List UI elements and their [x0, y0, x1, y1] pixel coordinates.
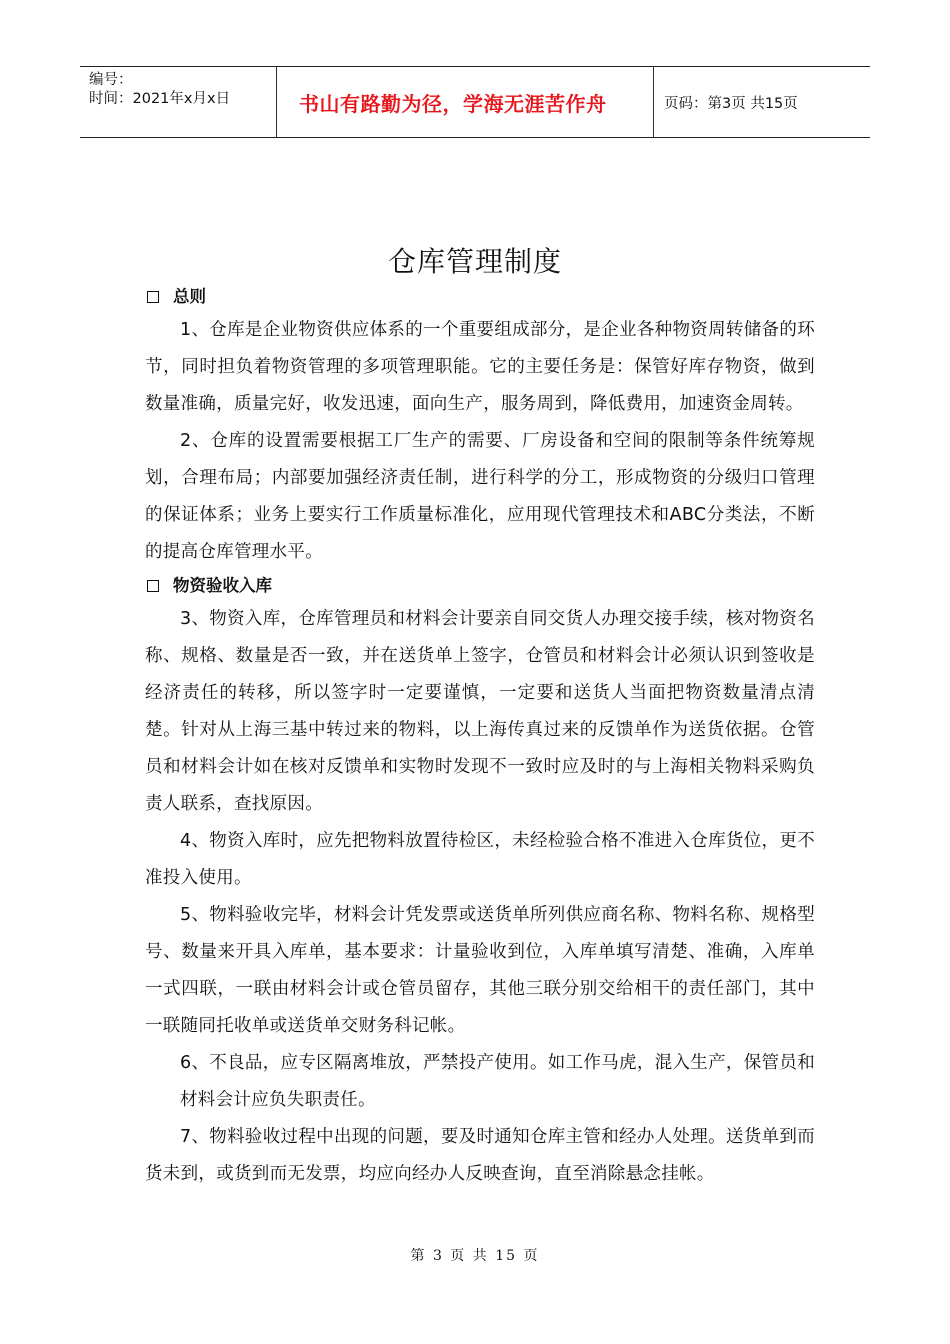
section-heading: [147, 282, 815, 312]
header-page-info: 页码：第3页 共15页: [664, 95, 798, 112]
document-number-label: 编号：: [89, 72, 133, 88]
paragraph: 6、不良品，应专区隔离堆放，严禁投产使用。如工作马虎，混入生产，保管员和材料会计应负失职责任。: [180, 1053, 815, 1110]
document-date: 时间：2021年x月x日: [89, 91, 231, 107]
paragraph: 1、仓库是企业物资供应体系的一个重要组成部分，是企业各种物资周转储备的环节，同时担负着物资管理的多项管理职能。它的主要任务是：保管好库存物资，做到数量准确，质量完好，收发迅速，面向生产，服务周到，降低费用，加速资金周转。: [145, 320, 815, 414]
paragraph: 4、物资入库时，应先把物料放置待检区，未经检验合格不准进入仓库货位，更不准投入使用。: [145, 831, 815, 888]
paragraph: 3、物资入库，仓库管理员和材料会计要亲自同交货人办理交接手续，核对物资名称、规格、数量是否一致，并在送货单上签字，仓管员和材料会计必须认识到签收是经济责任的转移，所以签字时一定要谨慎，一定要和送货人当面把物资数量清点清楚。针对从上海三基中转过来的物料，以上海传真过来的反馈单作为送货依据。仓管员和材料会计如在核对反馈单和实物时发现不一致时应及时的与上海相关物料采购负责人联系，查找原因。: [145, 609, 815, 814]
paragraph: 5、物料验收完毕，材料会计凭发票或送货单所列供应商名称、物料名称、规格型号、数量来开具入库单，基本要求：计量验收到位，入库单填写清楚、准确，入库单一式四联，一联由材料会计或仓管员留存，其他三联分别交给相干的责任部门，其中一联随同托收单或送货单交财务科记帐。: [145, 905, 815, 1036]
checkbox-square-icon: [147, 580, 159, 592]
paragraph: 2、仓库的设置需要根据工厂生产的需要、厂房设备和空间的限制等条件统筹规划，合理布局；内部要加强经济责任制，进行科学的分工，形成物资的分级归口管理的保证体系；业务上要实行工作质量标准化，应用现代管理技术和ABC分类法，不断的提高仓库管理水平。: [145, 431, 815, 562]
section-heading: [147, 571, 815, 601]
paragraph: 7、物料验收过程中出现的问题，要及时通知仓库主管和经办人处理。送货单到而货未到，或货到而无发票，均应向经办人反映查询，直至消除悬念挂帐。: [145, 1127, 815, 1184]
page-header: [80, 66, 870, 138]
header-meta: [80, 67, 277, 137]
section-heading-text: 物资验收入库: [173, 576, 272, 595]
header-motto: 书山有路勤为径，学海无涯苦作舟: [277, 67, 654, 137]
section-heading-text: 总则: [173, 287, 206, 306]
document-body: [145, 282, 815, 1193]
checkbox-square-icon: [147, 291, 159, 303]
document-title: 仓库管理制度: [387, 245, 562, 278]
page-footer: 第 3 页 共 15 页: [410, 1248, 540, 1264]
